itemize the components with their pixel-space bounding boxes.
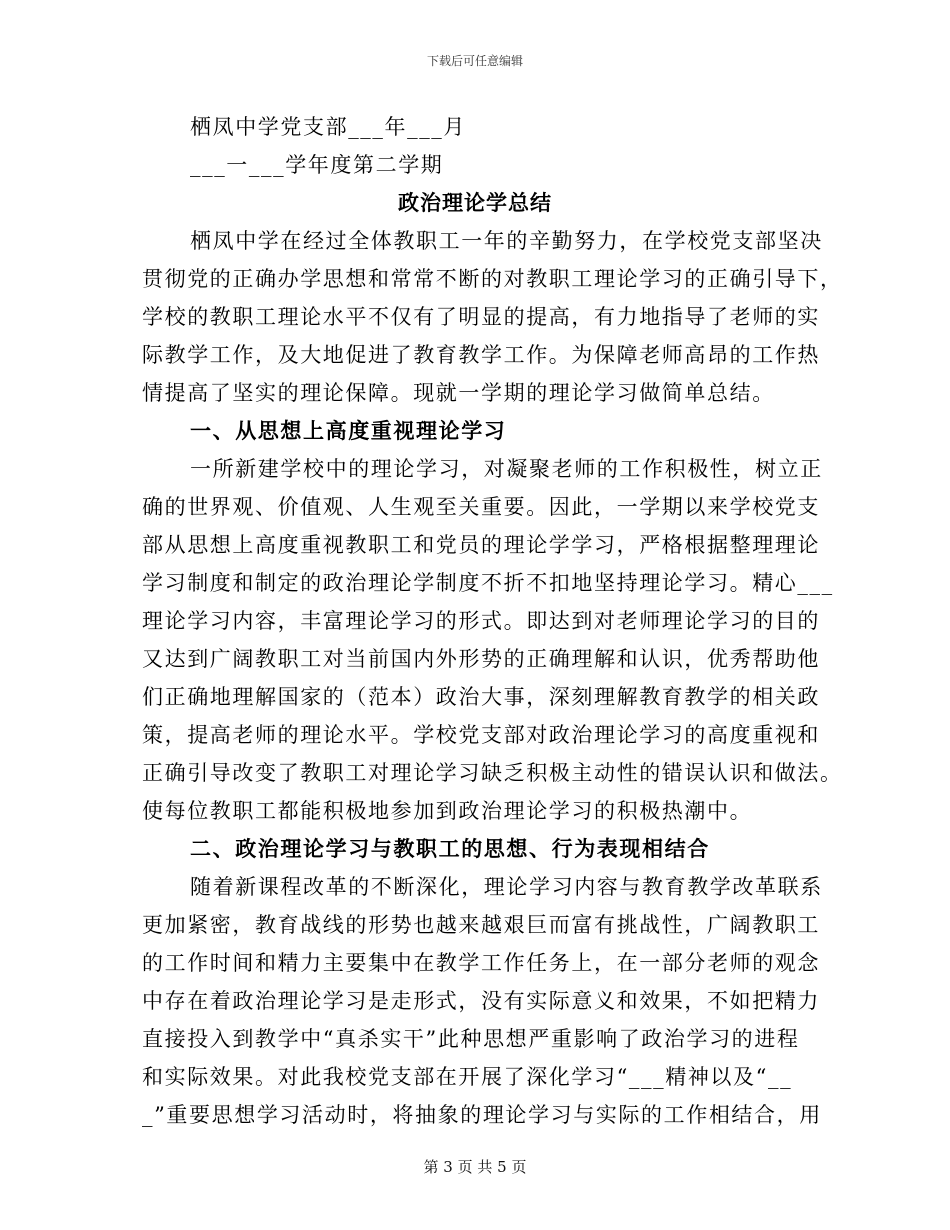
body-line: 正确引导改变了教职工对理论学习缺乏积极主动性的错误认识和做法。 [142,761,843,785]
body-line: 和实际效果。对此我校党支部在开展了深化学习“___精神以及“__ [142,1065,793,1089]
body-line: 更加紧密，教育战线的形势也越来越艰巨而富有挑战性，广阔教职工 [142,913,820,937]
body-line: 中存在着政治理论学习是走形式，没有实际意义和效果，不如把精力 [142,989,820,1013]
section-heading: 二、政治理论学习与教职工的思想、行为表现相结合 [190,836,710,861]
body-line: 随着新课程改革的不断深化，理论学习内容与教育教学改革联系 [190,875,823,899]
body-line: 又达到广阔教职工对当前国内外形势的正确理解和认识，优秀帮助他 [142,647,820,671]
page-header: 下载后可任意编辑 [426,54,523,68]
body-line: 情提高了坚实的理论保障。现就一学期的理论学习做简单总结。 [142,381,775,405]
body-line: 栖凤中学党支部___年___月 [190,115,466,139]
document-title: 政治理论学总结 [398,190,552,215]
body-line: 直接投入到教学中“真杀实干”此种思想严重影响了政治学习的进程 [142,1027,800,1051]
body-line: 们正确地理解国家的（范本）政治大事，深刻理解教育教学的相关政 [142,685,820,709]
body-line: 部从思想上高度重视教职工和党员的理论学学习，严格根据整理理论 [142,533,820,557]
body-line: 栖凤中学在经过全体教职工一年的辛勤努力，在学校党支部坚决 [190,229,823,253]
body-line: 际教学工作，及大地促进了教育教学工作。为保障老师高昂的工作热 [142,343,820,367]
page-footer: 第 3 页 共 5 页 [423,1158,527,1176]
body-line: 的工作时间和精力主要集中在教学工作任务上，在一部分老师的观念 [142,951,820,975]
body-line: 策，提高老师的理论水平。学校党支部对政治理论学习的高度重视和 [142,723,820,747]
body-line: 学校的教职工理论水平不仅有了明显的提高，有力地指导了老师的实 [142,305,820,329]
body-line: 理论学习内容，丰富理论学习的形式。即达到对老师理论学习的目的 [142,609,820,633]
body-line: ___一___学年度第二学期 [190,153,444,177]
section-heading: 一、从思想上高度重视理论学习 [190,418,507,443]
body-line: 确的世界观、价值观、人生观至关重要。因此，一学期以来学校党支 [142,495,820,519]
body-line: 学习制度和制定的政治理论学制度不折不扣地坚持理论学习。精心___ [142,571,834,595]
body-line: 贯彻党的正确办学思想和常常不断的对教职工理论学习的正确引导下， [142,267,843,291]
body-line: 一所新建学校中的理论学习，对凝聚老师的工作积极性，树立正 [190,457,823,481]
body-line: 使每位教职工都能积极地参加到政治理论学习的积极热潮中。 [142,799,753,823]
body-line: _”重要思想学习活动时，将抽象的理论学习与实际的工作相结合，用 [142,1103,822,1127]
